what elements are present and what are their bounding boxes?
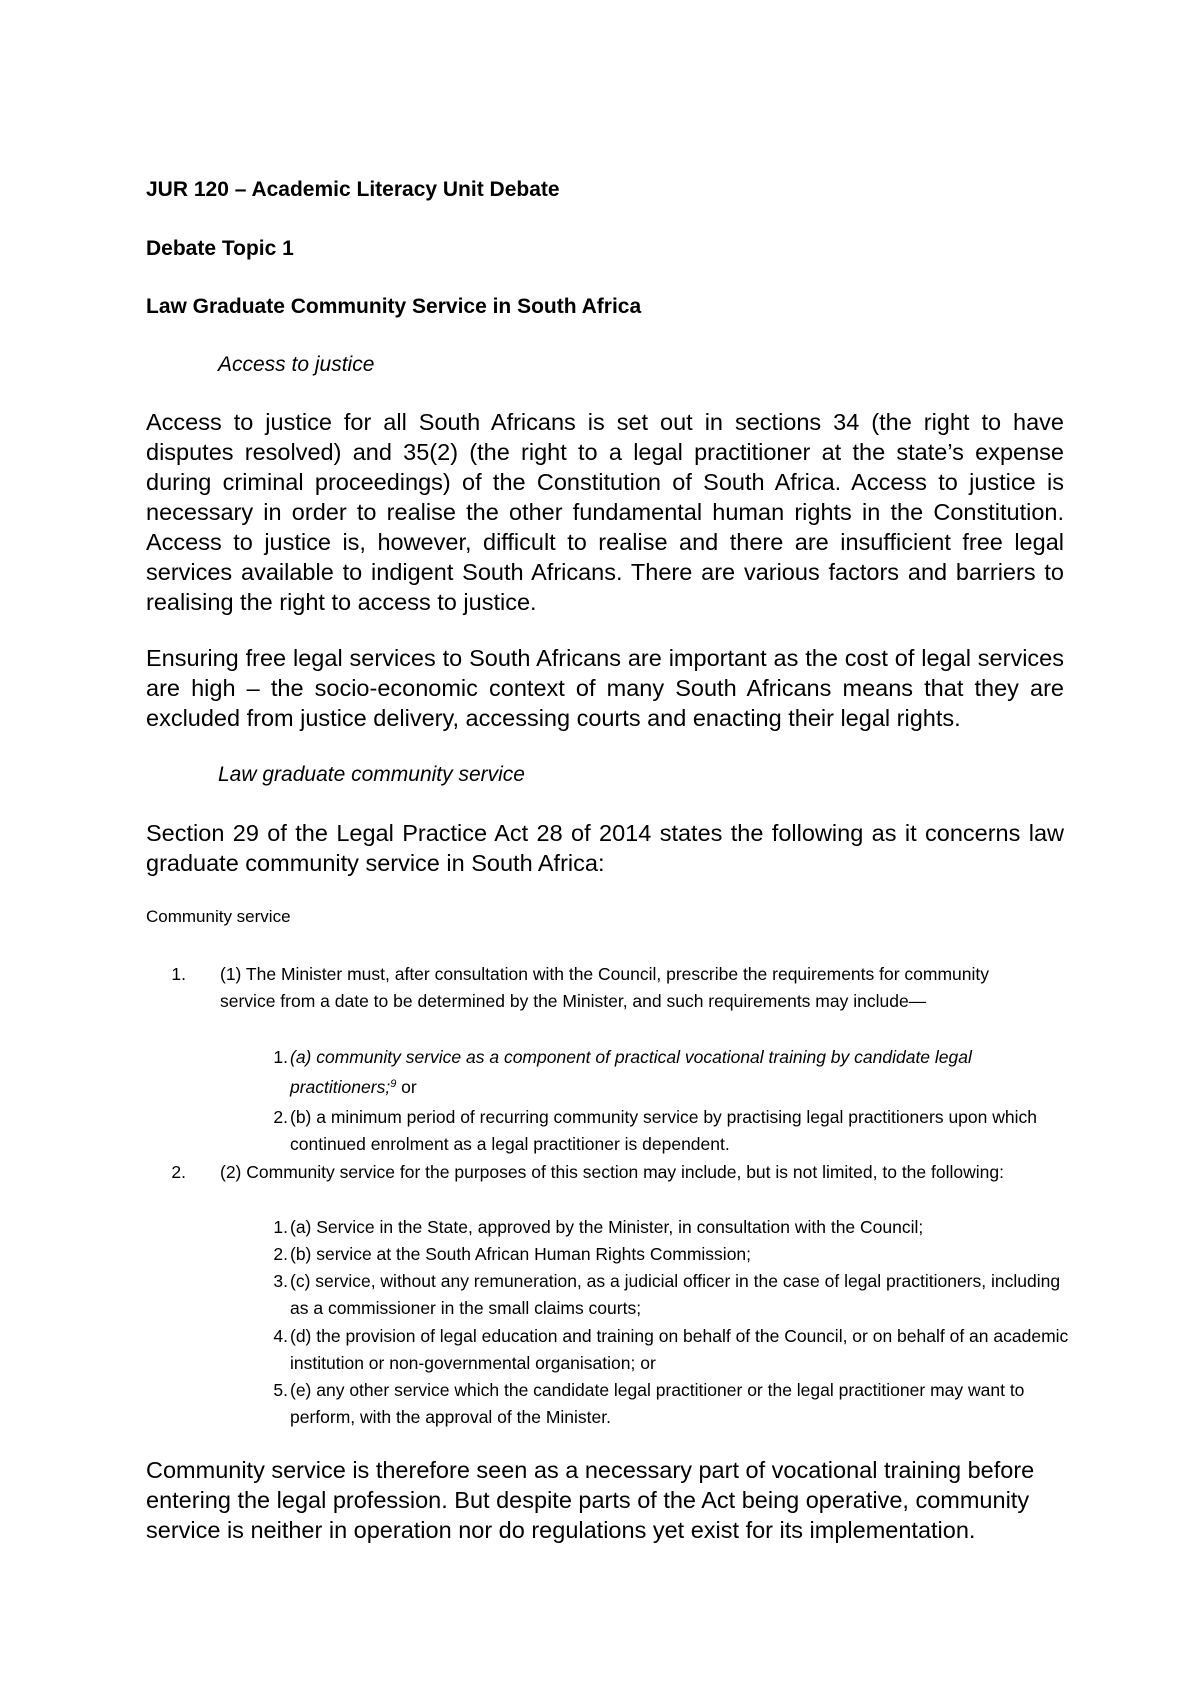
sub-clause-number: 2. bbox=[273, 1107, 288, 1127]
sub-clause-text: (b) a minimum period of recurring community service by practising legal practitioners upon which continued enrolment as a legal practitioner is dependent. bbox=[290, 1107, 1037, 1154]
sub-clause-text: (d) the provision of legal education and training on behalf of the Council, or on behalf of an academic institution or non-governmental organisation; or bbox=[290, 1326, 1069, 1373]
paragraph-access-to-justice: Access to justice for all South Africans is set out in sections 34 (the right to have disputes resolved) and 35(2) (the right to a legal practitioner at the state’s expense during criminal proceedings) of the Constitution of South Africa. Access to justice is necessary in order to realise the other fundamental human rights in the Constitution. Access to justice is, however, difficult to realise and there are insufficient free legal services available to indigent South Africans. There are various factors and barriers to realising the right to access to justice. bbox=[146, 409, 1064, 615]
sub-clause-text: (c) service, without any remuneration, as a judicial officer in the case of legal practitioners, including as a commissioner in the small claims courts; bbox=[290, 1271, 1061, 1318]
sub-clause-tail: or bbox=[396, 1077, 417, 1097]
sub-clause-text: (a) Service in the State, approved by the Minister, in consultation with the Council; bbox=[290, 1217, 924, 1237]
sub-clause-number: 4. bbox=[273, 1326, 288, 1346]
section-heading-law-graduate-community-service: Law graduate community service bbox=[218, 763, 525, 786]
sub-clause-number: 2. bbox=[273, 1244, 288, 1264]
sub-clause-text: (b) service at the South African Human Rights Commission; bbox=[290, 1244, 752, 1264]
clause-text: (2) Community service for the purposes of this section may include, but is not limited, to the following: bbox=[220, 1162, 1004, 1182]
sub-clause-body: (a) community service as a component of practical vocational training by candidate legal practitioners; bbox=[290, 1047, 972, 1097]
clause-number: 1. bbox=[171, 964, 186, 984]
sub-clause-number: 1. bbox=[273, 1047, 288, 1067]
clause-text: (1) The Minister must, after consultation with the Council, prescribe the requirements for community service from a date to be determined by the Minister, and such requirements may include— bbox=[220, 964, 990, 1011]
paragraph-conclusion: Community service is therefore seen as a necessary part of vocational training before entering the legal profession. But despite parts of the Act being operative, community service is neither in operation nor do regulations yet exist for its implementation. bbox=[146, 1457, 1035, 1543]
sub-clause-text: (e) any other service which the candidate legal practitioner or the legal practitioner may want to perform, with the approval of the Minister. bbox=[290, 1380, 1025, 1427]
debate-topic: Debate Topic 1 bbox=[146, 237, 294, 260]
sub-clause-number: 5. bbox=[273, 1380, 288, 1400]
footnote-marker: 9 bbox=[390, 1078, 397, 1090]
excerpt-title: Community service bbox=[146, 907, 291, 926]
clause-number: 2. bbox=[171, 1162, 186, 1182]
paragraph-free-legal-services: Ensuring free legal services to South Africans are important as the cost of legal services are high – the socio-economic context of many South Africans means that they are excluded from justice delivery, accessing courts and enacting their legal rights. bbox=[146, 645, 1064, 731]
document-title: JUR 120 – Academic Literacy Unit Debate bbox=[146, 178, 560, 201]
sub-clause-number: 3. bbox=[273, 1271, 288, 1291]
section-heading-access-to-justice: Access to justice bbox=[218, 353, 375, 376]
paragraph-section-29: Section 29 of the Legal Practice Act 28 of 2014 states the following as it concerns law graduate community service in South Africa: bbox=[146, 820, 1064, 876]
sub-clause-text bbox=[290, 1044, 1070, 1101]
topic-subject: Law Graduate Community Service in South Africa bbox=[146, 295, 642, 318]
sub-clause-number: 1. bbox=[273, 1217, 288, 1237]
